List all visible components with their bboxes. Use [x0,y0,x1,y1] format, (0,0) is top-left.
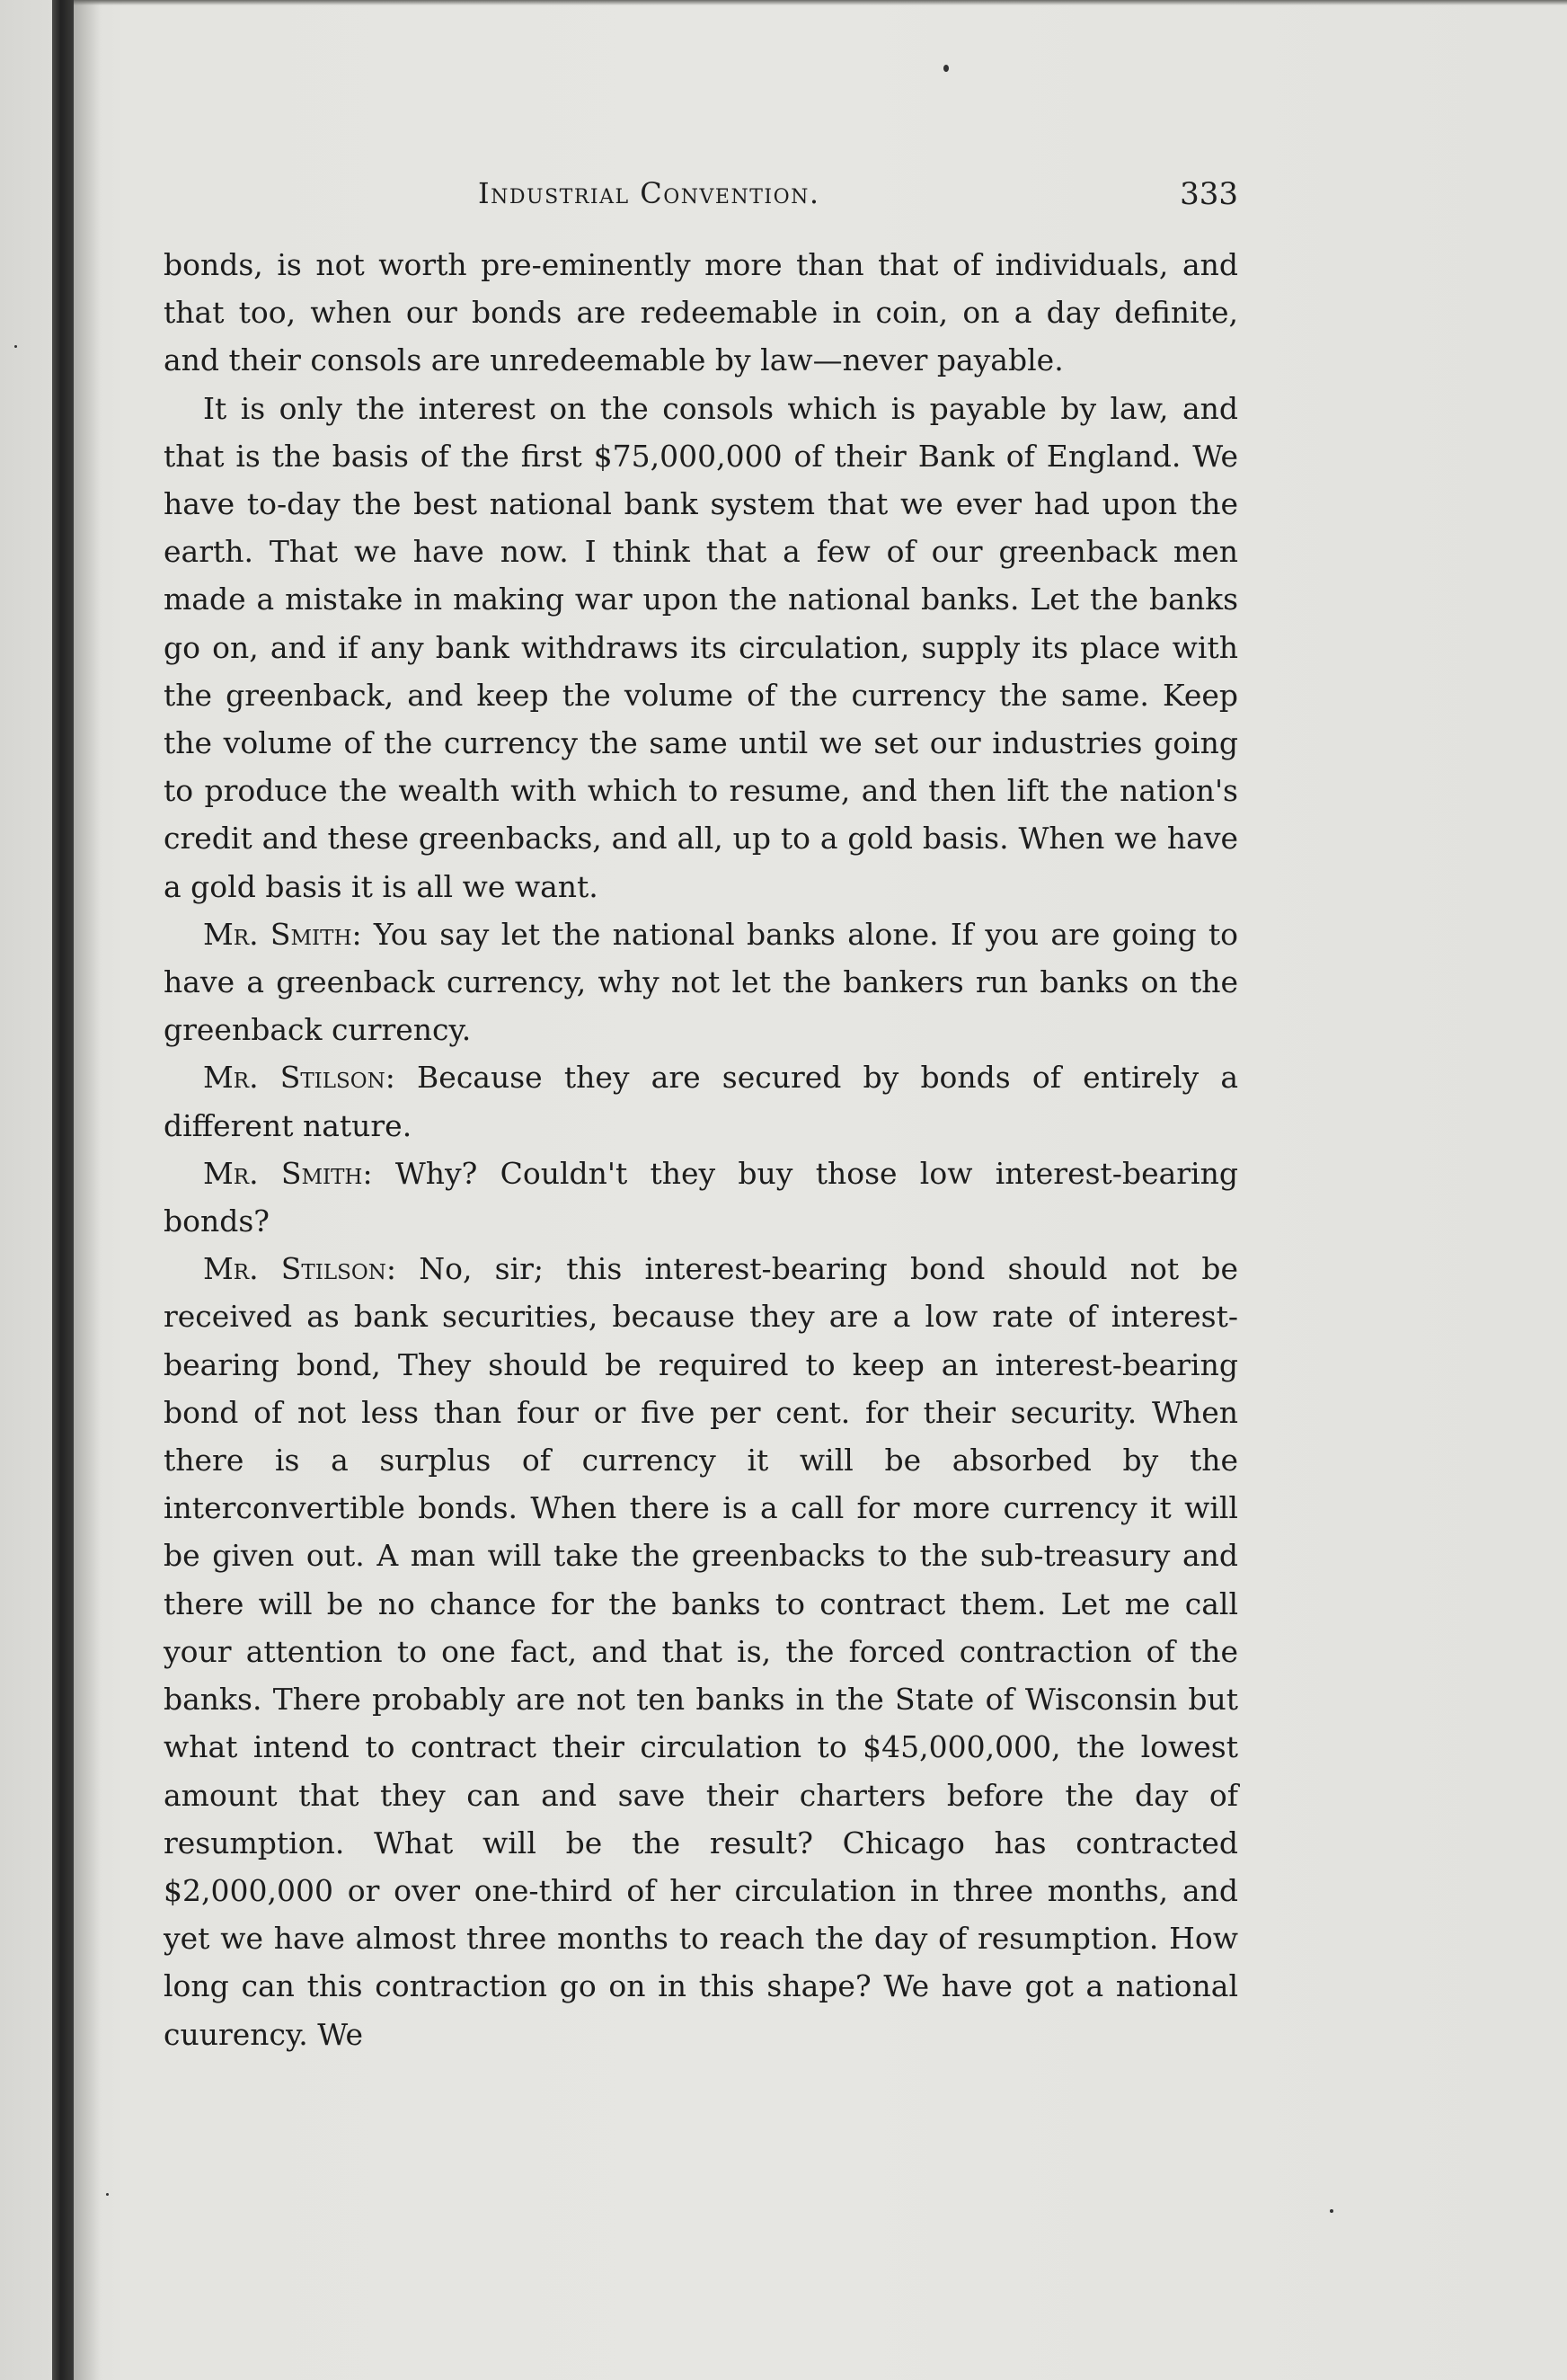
ink-speck [14,345,17,348]
paragraph-text: It is only the interest on the consols which is payable by law, and that is the basis of the first $75,000,000 of their Bank of England. We have to-day the best national bank system that we ever had upon the earth. That we have now. I think that a few of our greenback men made a mistake in making war upon the national banks. Let the banks go on, and if any bank withdraws its circulation, supply its place with the greenback, and keep the volume of the currency the same. Keep the volume of the currency the same until we set our industries going to produce the wealth with which to resume, and then lift the nation's credit and these greenbacks, and all, up to a gold basis. When we have a gold basis it is all we want. [164,390,1238,904]
speaker-name: Mr. Smith: [203,1155,373,1191]
gutter-shadow [74,0,101,2380]
paragraph [164,1245,1238,2057]
page-header [164,176,1238,221]
paragraph-text: No, sir; this interest-bearing bond should not be received as bank securities, because they are a low rate of interest-bearing bond, They should be required to keep an interest-bearing bond of not less than four or five per cent. for their security. When there is a surplus of currency it will be absorbed by the interconvertible bonds. When there is a call for more currency it will be given out. A man will take the greenbacks to the sub-treasury and there will be no chance for the banks to contract them. Let me call your attention to one fact, and that is, the forced contraction of the banks. There probably are not ten banks in the State of Wisconsin but what intend to contract their circulation to $45,000,000, the lowest amount that they can and save their charters before the day of resumption. What will be the result? Chicago has contracted $2,000,000 or over one-third of her circulation in three months, and yet we have almost three months to reach the day of resumption. How long can this contraction go on in this shape? We have got a national cuurency. We [164,1251,1238,2052]
paragraph [164,241,1238,385]
speaker-name: Mr. Stilson: [203,1060,395,1096]
page-number: 333 [1180,176,1238,212]
body-text [164,241,1238,2058]
paragraph [164,1150,1238,1245]
running-head: Industrial Convention. [478,176,820,210]
paragraph [164,385,1238,910]
paragraph-text: bonds, is not worth pre-eminently more than that of individuals, and that too, when our bonds are redeemable in coin, on a day definite, and their consols are unredeemable by law—never payable. [164,247,1238,378]
paragraph [164,910,1238,1054]
speaker-name: Mr. Smith: [203,916,362,952]
paragraph-text: You say let the national banks alone. If you are going to have a greenback currency, why not let the bankers run banks on the greenback currency. [164,916,1238,1048]
paragraph [164,1053,1238,1149]
ink-speck [1330,2209,1333,2213]
ink-speck [106,2193,109,2196]
paragraph-text: Because they are secured by bonds of entirely a different nature. [164,1060,1239,1143]
speaker-name: Mr. Stilson: [203,1251,396,1287]
book-spine [52,0,74,2380]
paragraph-text: Why? Couldn't they buy those low interest-bearing bonds? [164,1155,1238,1239]
page-top-edge [74,0,1567,5]
ink-speck [943,65,949,72]
